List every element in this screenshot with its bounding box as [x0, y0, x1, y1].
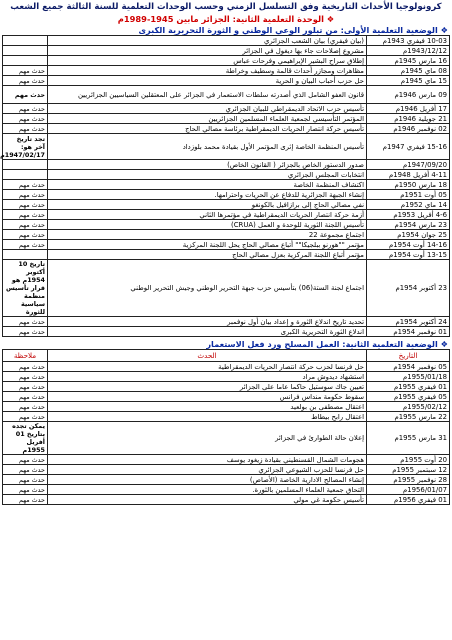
event-cell: تحديد تاريخ اندلاع الثورة و إعداد بيان أول نوفمبر: [48, 317, 367, 327]
event-cell: اكتشاف المنظمة الخاصة: [48, 180, 367, 190]
date-cell: 1947/09/20م: [367, 160, 450, 170]
table-row: [3, 455, 450, 465]
note-cell: حدث مهم: [3, 362, 48, 372]
note-cell: حدث مهم: [3, 190, 48, 200]
date-cell: 21 جويلية 1946م: [367, 114, 450, 124]
table-row: [3, 76, 450, 86]
table-row: [3, 495, 450, 505]
date-cell: 14 ماي 1952م: [367, 200, 450, 210]
note-cell: حدث مهم: [3, 382, 48, 392]
event-cell: مؤتمر أتباع اللجنة المركزية بعزل مصالي الحاج: [48, 250, 367, 260]
event-cell: حل فرنسا للحزب الشيوعي الجزائري: [48, 465, 367, 475]
date-cell: 17 أفريل 1946م: [367, 104, 450, 114]
diamond-bullet-icon: ❖: [437, 339, 448, 349]
table-header-row: [3, 350, 450, 362]
date-cell: 1955/02/12م: [367, 402, 450, 412]
date-cell: 23 مارس 1954م: [367, 220, 450, 230]
note-cell: حدث مهم: [3, 104, 48, 114]
event-cell: التحاق جمعية العلماء المسلمين بالثورة.: [48, 485, 367, 495]
table-row: [3, 190, 450, 200]
note-cell: يمكن تجده بتاريخ 01 أفريل 1955م: [3, 422, 48, 455]
table-row: [3, 46, 450, 56]
table-row: [3, 160, 450, 170]
event-cell: مشروع إصلاحات جاء بها ديغول في الجزائر: [48, 46, 367, 56]
event-cell: تأسيس حركة انتصار الحريات الديمقراطية برئاسة مصالي الحاج: [48, 124, 367, 134]
table-row: [3, 240, 450, 250]
header-event: الحدث: [48, 350, 367, 362]
date-cell: 1956/01/07م: [367, 485, 450, 495]
date-cell: 25 جوان 1954م: [367, 230, 450, 240]
date-cell: 22 مارس 1955م: [367, 412, 450, 422]
note-cell: [3, 250, 48, 260]
note-cell: حدث مهم: [3, 495, 48, 505]
date-cell: 12 سبتمبر 1955م: [367, 465, 450, 475]
note-cell: [3, 56, 48, 66]
table-row: [3, 104, 450, 114]
event-cell: اندلاع الثورة التحريرية الكبرى: [48, 327, 367, 337]
event-cell: هجومات الشمال القسنطيني بقيادة زيغود يوسف: [48, 455, 367, 465]
event-cell: حل حزب أحباب البيان و الحرية: [48, 76, 367, 86]
table-row: [3, 66, 450, 76]
date-cell: 14-16 أوت 1954م: [367, 240, 450, 250]
event-cell: تأسيس حكومة غي مولي: [48, 495, 367, 505]
note-cell: حدث مهم: [3, 200, 48, 210]
note-cell: حدث مهم: [3, 402, 48, 412]
table-row: [3, 124, 450, 134]
date-cell: 05 أوت 1951م: [367, 190, 450, 200]
note-cell: حدث مهم: [3, 230, 48, 240]
date-cell: 15-16 فيفري 1947م: [367, 134, 450, 160]
table-row: [3, 180, 450, 190]
table-row: [3, 210, 450, 220]
document-page: [2, 2, 450, 505]
date-cell: 08 ماي 1945م: [367, 66, 450, 76]
event-cell: اعتقال رابح بيطاط: [48, 412, 367, 422]
table-row: [3, 36, 450, 46]
note-cell: حدث مهم: [3, 475, 48, 485]
date-cell: 13-15 أوت 1954م: [367, 250, 450, 260]
event-cell: سقوط حكومة منداس فرانس: [48, 392, 367, 402]
date-cell: 10-03 فيفري 1943م: [367, 36, 450, 46]
table-row: [3, 114, 450, 124]
event-cell: تأسيس حزب الاتحاد الديمقراطي للبيان الجزائري: [48, 104, 367, 114]
event-cell: مؤتمر ""هورنو ببلجيكا"" أتباع مصالي الحاج يحل اللجنة المركزية: [48, 240, 367, 250]
table-row: [3, 317, 450, 327]
date-cell: 31 مارس 1955م: [367, 422, 450, 455]
date-cell: 4-11 أفريل 1948م: [367, 170, 450, 180]
note-cell: حدث مهم: [3, 485, 48, 495]
table-row: [3, 465, 450, 475]
note-cell: حدث مهم: [3, 327, 48, 337]
table-row: [3, 327, 450, 337]
table-row: [3, 422, 450, 455]
note-cell: [3, 160, 48, 170]
event-cell: قانون العفو الشامل الذي أصدرته سلطات الاستعمار في الجزائر على المعتقلين السياسيين الجزائريين: [48, 86, 367, 104]
note-cell: حدث مهم: [3, 220, 48, 230]
event-cell: إعلان حالة الطوارئ في الجزائر: [48, 422, 367, 455]
date-cell: 1943/12/12م: [367, 46, 450, 56]
date-cell: 05 نوفمبر 1954م: [367, 362, 450, 372]
note-cell: حدث مهم: [3, 114, 48, 124]
event-cell: حل فرنسا لحزب حركة انتصار الحريات الديمقراطية: [48, 362, 367, 372]
event-cell: نفي مصالي الحاج إلى برازافيل بالكونغو: [48, 200, 367, 210]
event-cell: تأسيس اللجنة الثورية للوحدة و العمل (CRUA): [48, 220, 367, 230]
table-row: [3, 134, 450, 160]
table-row: [3, 362, 450, 372]
note-cell: حدث مهم: [3, 86, 48, 104]
header-note: ملاحظة: [3, 350, 48, 362]
table-row: [3, 485, 450, 495]
note-cell: حدث مهم: [3, 124, 48, 134]
event-cell: استشهاد ديدوش مراد: [48, 372, 367, 382]
note-cell: حدث مهم: [3, 465, 48, 475]
event-cell: اعتقال مصطفى بن بولعيد: [48, 402, 367, 412]
situation1-table: [2, 35, 450, 337]
note-cell: تاريخ 10 أكتوبر 1954م هو قرار تأسيس منظمة سياسية للثورة: [3, 260, 48, 317]
note-cell: حدث مهم: [3, 66, 48, 76]
event-cell: إطلاق سراح البشير الإبراهيمي وفرحات عباس: [48, 56, 367, 66]
date-cell: 01 نوفمبر 1954م: [367, 327, 450, 337]
table-row: [3, 250, 450, 260]
situation2-table: [2, 349, 450, 505]
date-cell: 05 فيفري 1955م: [367, 392, 450, 402]
table-row: [3, 56, 450, 66]
date-cell: 1955/01/18م: [367, 372, 450, 382]
event-cell: اجتماع لجنة الستة(06) بتأسيس حزب جبهة التحرير الوطني وجيش التحرير الوطني: [48, 260, 367, 317]
note-cell: حدث مهم: [3, 240, 48, 250]
event-cell: إنشاء الجبهة الجزائرية للدفاع عن الحريات واحترامها.: [48, 190, 367, 200]
event-cell: تأسيس المنظمة الخاصة إثرى المؤتمر الأول بقيادة محمد بلوزداد: [48, 134, 367, 160]
note-cell: [3, 36, 48, 46]
table-row: [3, 475, 450, 485]
situation2-title-text: الوضعية التعلمية الثانية: العمل المسلح ورد فعل الاستعمار: [206, 339, 438, 349]
note-cell: حدث مهم: [3, 392, 48, 402]
table-row: [3, 372, 450, 382]
event-cell: تعيين جاك سوستيل حاكما عاما على الجزائر: [48, 382, 367, 392]
date-cell: 18 مارس 1950م: [367, 180, 450, 190]
date-cell: 24 أكتوبر 1954م: [367, 317, 450, 327]
note-cell: حدث مهم: [3, 455, 48, 465]
header-date: التاريخ: [367, 350, 450, 362]
date-cell: 23 أكتوبر 1954م: [367, 260, 450, 317]
date-cell: 4-6 أفريل 1953م: [367, 210, 450, 220]
table-row: [3, 230, 450, 240]
event-cell: مظاهرات ومجازر أحداث قالمة وسطيف وخراطة: [48, 66, 367, 76]
event-cell: (بيان فيفري) بيان الشعب الجزائري: [48, 36, 367, 46]
situation1-title: [2, 25, 450, 35]
document-title: كرونولوجيا الأحداث التاريخية وفق التسلسل الزمني وحسب الوحدات التعلمية للسنة الثالثة جميع الشعب: [10, 2, 442, 12]
table-row: [3, 200, 450, 210]
event-cell: إنشاء المصالح الادارية الخاصة (الأصاص): [48, 475, 367, 485]
note-cell: حدث مهم: [3, 76, 48, 86]
situation1-title-text: الوضعية التعلمية الأولى: من تبلور الوعي الوطني و الثورة التحريرية الكبرى: [138, 25, 438, 35]
note-cell: تجد تاريخ آخر هو: 1947/02/17م: [3, 134, 48, 160]
note-cell: [3, 170, 48, 180]
event-cell: انتخابات المجلس الجزائري: [48, 170, 367, 180]
note-cell: حدث مهم: [3, 412, 48, 422]
event-cell: اجتماع مجموعة 22: [48, 230, 367, 240]
date-cell: 15 ماي 1945م: [367, 76, 450, 86]
date-cell: 02 نوفمبر 1946م: [367, 124, 450, 134]
event-cell: المؤتمر التأسيسي لجمعية العلماء المسلمين الجزائريين: [48, 114, 367, 124]
date-cell: 01 فيفري 1955م: [367, 382, 450, 392]
table-row: [3, 402, 450, 412]
note-cell: حدث مهم: [3, 210, 48, 220]
date-cell: 01 فيفري 1956م: [367, 495, 450, 505]
table-row: [3, 86, 450, 104]
table-row: [3, 412, 450, 422]
table-row: [3, 382, 450, 392]
table-row: [3, 392, 450, 402]
situation2-title: [2, 339, 450, 349]
date-cell: 28 نوفمبر 1955م: [367, 475, 450, 485]
date-cell: 16 مارس 1945م: [367, 56, 450, 66]
date-cell: 20 أوت 1955م: [367, 455, 450, 465]
unit-title: ❖ الوحدة التعلمية الثانية: الجزائر مابين 1945-1989م: [117, 14, 335, 24]
diamond-bullet-icon: ❖: [437, 25, 448, 35]
date-cell: 09 مارس 1946م: [367, 86, 450, 104]
table-row: [3, 170, 450, 180]
note-cell: حدث مهم: [3, 180, 48, 190]
event-cell: صدور الدستور الخاص بالجزائر ( القانون الخاص): [48, 160, 367, 170]
note-cell: حدث مهم: [3, 372, 48, 382]
table-row: [3, 260, 450, 317]
table-row: [3, 220, 450, 230]
note-cell: حدث مهم: [3, 317, 48, 327]
event-cell: أزمة حركة انتصار الحريات الديمقراطية في مؤتمرها الثاني: [48, 210, 367, 220]
note-cell: [3, 46, 48, 56]
